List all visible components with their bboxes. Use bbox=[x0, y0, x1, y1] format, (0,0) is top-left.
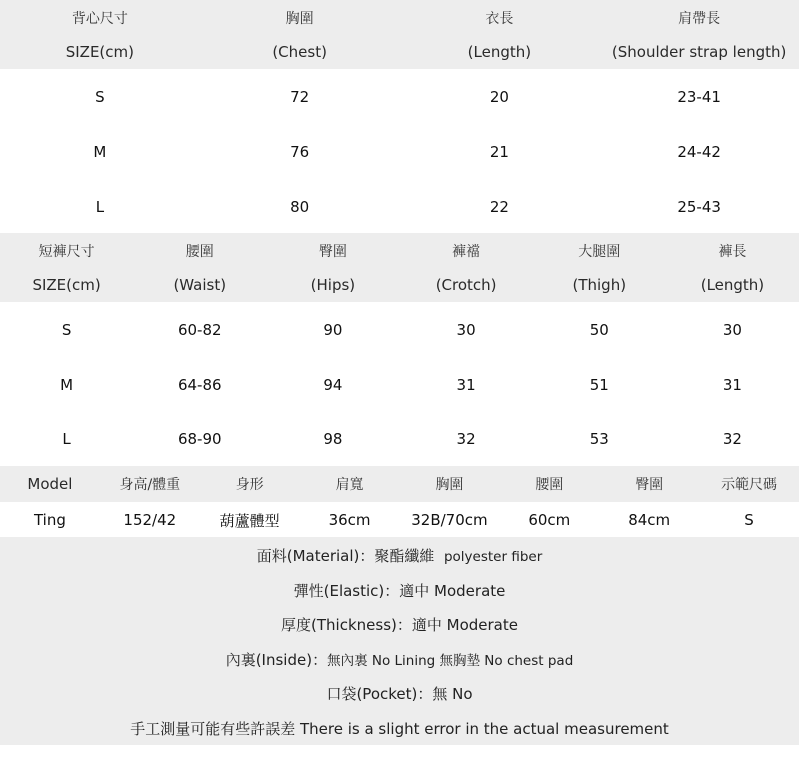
shorts-hips: 98 bbox=[323, 430, 343, 448]
shorts-header-size-en: SIZE(cm) bbox=[32, 276, 101, 294]
shorts-header-size: 短褲尺寸 bbox=[38, 244, 95, 260]
shorts-header-length-en: (Length) bbox=[700, 276, 765, 294]
vest-header-chest-en: (Chest) bbox=[272, 43, 327, 61]
vest-header-strap: 肩帶長 bbox=[678, 11, 721, 27]
vest-header-en-row bbox=[0, 35, 799, 69]
model-body-type: 葫蘆體型 bbox=[219, 511, 280, 530]
shorts-size: L bbox=[62, 430, 71, 448]
vest-length: 22 bbox=[489, 198, 509, 216]
shorts-waist: 68-90 bbox=[177, 430, 222, 448]
shorts-row-l bbox=[0, 422, 799, 456]
shorts-length: 32 bbox=[722, 430, 742, 448]
inside-value: 無內裏 No Lining 無胸墊 No chest pad bbox=[327, 653, 574, 669]
model-header-size: 示範尺碼 bbox=[721, 477, 778, 493]
shorts-header-zh-row bbox=[0, 234, 799, 268]
shorts-length: 30 bbox=[722, 321, 742, 339]
shorts-thigh: 53 bbox=[589, 430, 609, 448]
model-shoulder: 36cm bbox=[328, 511, 371, 529]
shorts-size: S bbox=[61, 321, 72, 339]
vest-header-size-en: SIZE(cm) bbox=[65, 43, 134, 61]
shorts-header-hips-en: (Hips) bbox=[310, 276, 356, 294]
material-label: 面料(Material)： bbox=[256, 547, 375, 565]
model-hips: 84cm bbox=[628, 511, 671, 529]
shorts-crotch: 30 bbox=[456, 321, 476, 339]
pocket-note: 口袋(Pocket)：無 No bbox=[326, 685, 473, 703]
model-header-height-weight: 身高/體重 bbox=[119, 477, 181, 493]
model-header-hips: 臀圍 bbox=[635, 477, 664, 493]
vest-row-s bbox=[0, 80, 799, 114]
model-header-model: Model bbox=[27, 475, 73, 493]
shorts-header-waist-en: (Waist) bbox=[173, 276, 227, 294]
model-header-body-type: 身形 bbox=[235, 477, 264, 493]
vest-header-strap-en: (Shoulder strap length) bbox=[611, 43, 787, 61]
vest-chest: 72 bbox=[290, 88, 310, 106]
shorts-header-length: 褲長 bbox=[718, 244, 747, 260]
shorts-header-crotch: 褲襠 bbox=[452, 244, 481, 260]
vest-size: L bbox=[95, 198, 105, 216]
model-header-row bbox=[0, 467, 799, 501]
thickness-note: 厚度(Thickness)：適中 Moderate bbox=[281, 616, 518, 634]
shorts-header-hips: 臀圍 bbox=[318, 244, 347, 260]
shorts-hips: 90 bbox=[323, 321, 343, 339]
vest-strap: 25-43 bbox=[677, 198, 721, 216]
material-note bbox=[0, 545, 799, 566]
model-height-weight: 152/42 bbox=[123, 511, 177, 529]
model-size: S bbox=[744, 511, 754, 529]
vest-length: 21 bbox=[489, 143, 509, 161]
shorts-header-en-row bbox=[0, 268, 799, 302]
shorts-size: M bbox=[60, 376, 74, 394]
inside-note bbox=[0, 649, 799, 670]
shorts-waist: 64-86 bbox=[177, 376, 222, 394]
model-row bbox=[0, 503, 799, 537]
shorts-thigh: 50 bbox=[589, 321, 609, 339]
shorts-crotch: 31 bbox=[456, 376, 476, 394]
model-header-shoulder: 肩寬 bbox=[335, 477, 364, 493]
vest-row-m bbox=[0, 135, 799, 169]
vest-header-length-en: (Length) bbox=[467, 43, 532, 61]
shorts-length: 31 bbox=[722, 376, 742, 394]
shorts-header-crotch-en: (Crotch) bbox=[435, 276, 497, 294]
shorts-header-waist: 腰圍 bbox=[185, 244, 214, 260]
vest-strap: 24-42 bbox=[677, 143, 721, 161]
material-en: polyester fiber bbox=[443, 549, 543, 565]
shorts-waist: 60-82 bbox=[177, 321, 222, 339]
shorts-thigh: 51 bbox=[589, 376, 609, 394]
shorts-row-s bbox=[0, 313, 799, 347]
vest-row-l bbox=[0, 190, 799, 224]
vest-header-chest: 胸圍 bbox=[285, 11, 314, 27]
shorts-row-m bbox=[0, 368, 799, 402]
vest-chest: 76 bbox=[290, 143, 310, 161]
model-name: Ting bbox=[33, 511, 66, 529]
shorts-header-thigh-en: (Thigh) bbox=[572, 276, 627, 294]
vest-header-size: 背心尺寸 bbox=[71, 11, 128, 27]
vest-chest: 80 bbox=[290, 198, 310, 216]
measurement-error-note: 手工測量可能有些許誤差 There is a slight error in the actual measurement bbox=[130, 720, 669, 738]
model-header-chest: 胸圍 bbox=[435, 477, 464, 493]
vest-strap: 23-41 bbox=[677, 88, 721, 106]
material-zh: 聚酯纖維 bbox=[374, 547, 435, 565]
inside-label: 內裏(Inside)： bbox=[225, 651, 328, 669]
vest-header-zh-row bbox=[0, 1, 799, 35]
elastic-note: 彈性(Elastic)：適中 Moderate bbox=[293, 582, 506, 600]
vest-length: 20 bbox=[489, 88, 509, 106]
vest-size: S bbox=[95, 88, 105, 106]
vest-header-length: 衣長 bbox=[485, 11, 514, 27]
vest-size: M bbox=[93, 143, 107, 161]
shorts-crotch: 32 bbox=[456, 430, 476, 448]
model-header-waist: 腰圍 bbox=[535, 477, 564, 493]
shorts-header-thigh: 大腿圍 bbox=[578, 244, 621, 260]
shorts-hips: 94 bbox=[323, 376, 343, 394]
model-chest: 32B/70cm bbox=[411, 511, 488, 529]
fabric-notes bbox=[0, 537, 799, 745]
model-waist: 60cm bbox=[528, 511, 571, 529]
